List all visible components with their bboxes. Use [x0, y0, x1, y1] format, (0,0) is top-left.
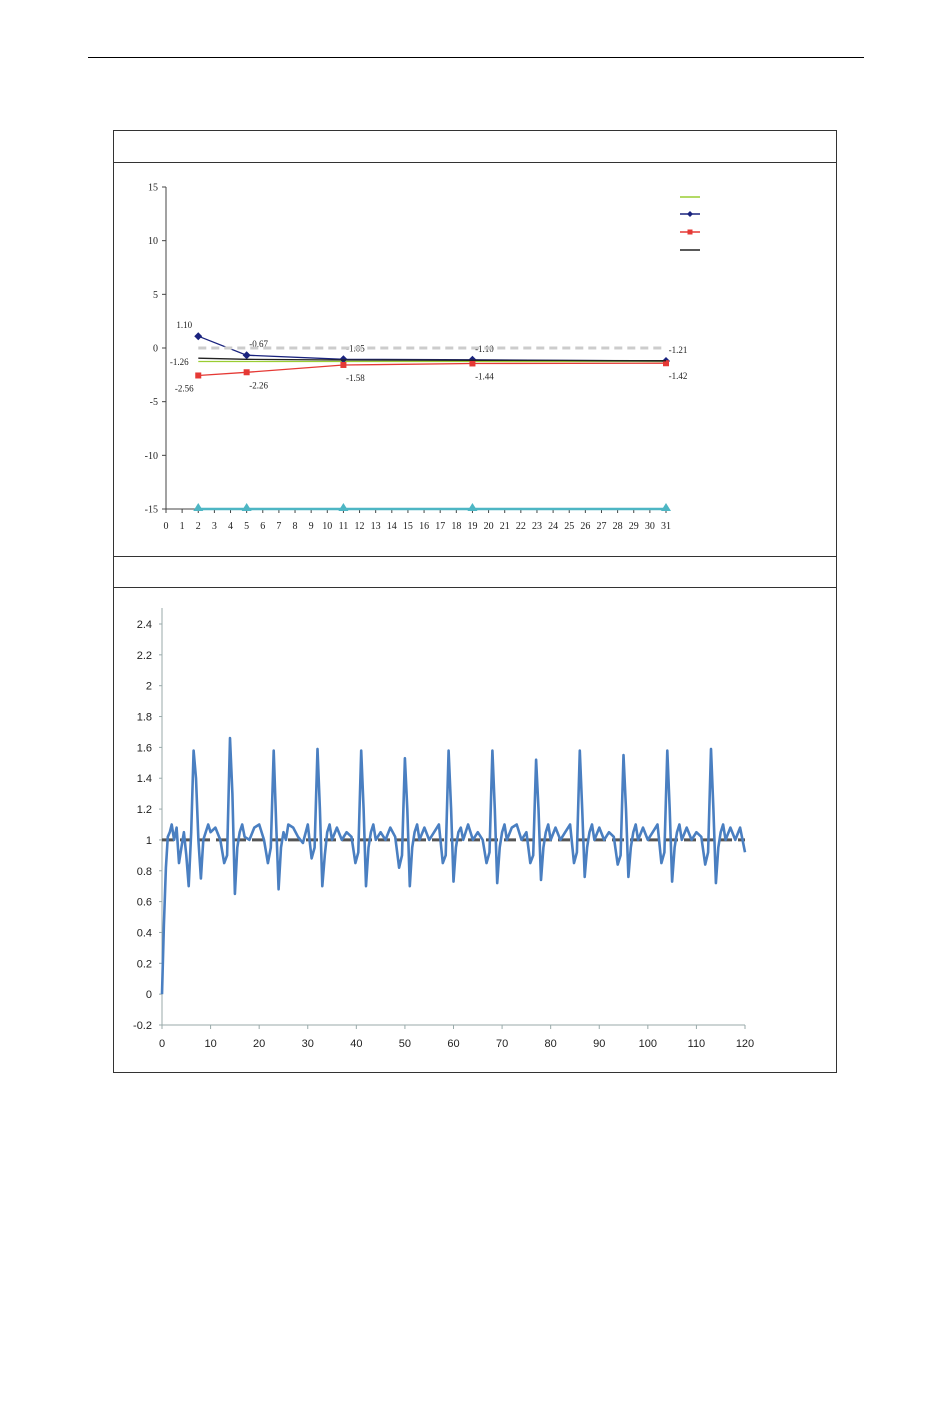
c2-x-tick-label: 80 [544, 1038, 557, 1050]
c2-x-tick-label: 70 [495, 1038, 509, 1050]
c2-y-tick-label: 1.6 [136, 742, 152, 755]
c2-series-line-response [162, 738, 745, 994]
c2-y-tick-label: 2 [145, 680, 152, 693]
c2-x-tick-label: 120 [735, 1038, 755, 1050]
c1-data-label: -1.44 [475, 371, 494, 382]
c1-x-tick-label: 18 [451, 521, 462, 532]
c2-x-tick-label: 50 [398, 1038, 412, 1050]
c1-data-label: -0.67 [249, 339, 269, 350]
c1-data-label: -1.21 [668, 344, 688, 355]
c1-x-tick-label: 15 [402, 521, 413, 532]
c1-annotation-label: -1.26 [169, 357, 189, 368]
c1-y-tick-label: 0 [153, 343, 158, 355]
c1-y-tick-label: -5 [149, 397, 158, 409]
c1-y-tick-label: 15 [148, 182, 158, 194]
c2-y-tick-label: 0 [145, 989, 152, 1002]
c1-x-tick-label: 30 [644, 521, 655, 532]
c2-y-tick-label: 1.8 [136, 711, 152, 724]
c1-x-tick-label: 7 [276, 521, 282, 532]
c2-x-tick-label: 110 [687, 1038, 706, 1050]
c2-y-tick-label: 1.2 [136, 804, 152, 817]
c1-x-tick-label: 12 [354, 521, 365, 532]
c2-x-tick-label: 100 [638, 1038, 658, 1050]
c1-x-tick-label: 9 [308, 521, 314, 532]
c1-data-label: -2.26 [249, 380, 269, 391]
c1-x-tick-label: 6 [260, 521, 266, 532]
c1-y-tick-label: -15 [144, 504, 158, 516]
c1-data-label: 1.10 [176, 320, 193, 331]
c2-y-tick-label: 0.4 [136, 927, 152, 940]
c1-x-tick-label: 21 [499, 521, 510, 532]
c1-data-label: -1.58 [346, 372, 365, 383]
c1-x-tick-label: 28 [612, 521, 623, 532]
c1-x-tick-label: 3 [211, 521, 217, 532]
c2-x-tick-label: 40 [350, 1038, 363, 1050]
c1-x-tick-label: 25 [564, 521, 575, 532]
c2-y-tick-label: -0.2 [133, 1020, 152, 1032]
c1-x-tick-label: 10 [322, 521, 333, 532]
c1-x-tick-label: 24 [548, 521, 559, 532]
c2-x-tick-label: 90 [593, 1038, 606, 1050]
c2-x-tick-label: 20 [253, 1038, 266, 1050]
c2-y-tick-label: 2.2 [136, 649, 152, 662]
c2-y-tick-label: 0.2 [136, 958, 152, 971]
c1-x-tick-label: 8 [292, 521, 298, 532]
c2-y-tick-label: 1.4 [136, 773, 152, 786]
c1-x-tick-label: 2 [195, 521, 201, 532]
c2-y-tick-label: 0.8 [136, 865, 152, 878]
c1-y-tick-label: 5 [153, 289, 158, 301]
c1-x-tick-label: 11 [338, 521, 349, 532]
c2-x-tick-label: 10 [204, 1038, 217, 1050]
c1-x-tick-label: 14 [386, 521, 397, 532]
c1-data-label: -1.10 [475, 343, 494, 354]
c2-y-tick-label: 1 [145, 834, 152, 847]
c1-x-tick-label: 4 [228, 521, 234, 532]
c1-x-tick-label: 20 [483, 521, 494, 532]
c1-x-tick-label: 5 [244, 521, 250, 532]
c1-x-tick-label: 27 [596, 521, 607, 532]
c2-x-tick-label: 30 [301, 1038, 314, 1050]
c1-x-tick-label: 17 [435, 521, 446, 532]
c1-x-tick-label: 26 [580, 521, 591, 532]
c1-x-tick-label: 13 [370, 521, 381, 532]
c2-y-tick-label: 2.4 [136, 619, 152, 631]
c1-x-tick-label: 29 [628, 521, 639, 532]
c1-x-tick-label: 23 [531, 521, 542, 532]
c1-data-label: -1.42 [668, 371, 688, 382]
c1-y-tick-label: 10 [148, 236, 158, 248]
c1-x-tick-label: 1 [179, 521, 185, 532]
c1-y-tick-label: -10 [144, 450, 158, 462]
c1-data-label: -2.56 [174, 383, 194, 394]
c1-data-label: -1.05 [346, 343, 365, 354]
c2-y-tick-label: 0.6 [136, 896, 152, 909]
c2-x-tick-label: 60 [447, 1038, 460, 1050]
c1-x-tick-label: 31 [661, 521, 671, 532]
c1-x-tick-label: 16 [419, 521, 430, 532]
c2-x-tick-label: 0 [158, 1038, 166, 1050]
c1-x-tick-label: 19 [467, 521, 478, 532]
c1-x-tick-label: 22 [515, 521, 526, 532]
c1-x-tick-label: 0 [163, 521, 169, 532]
